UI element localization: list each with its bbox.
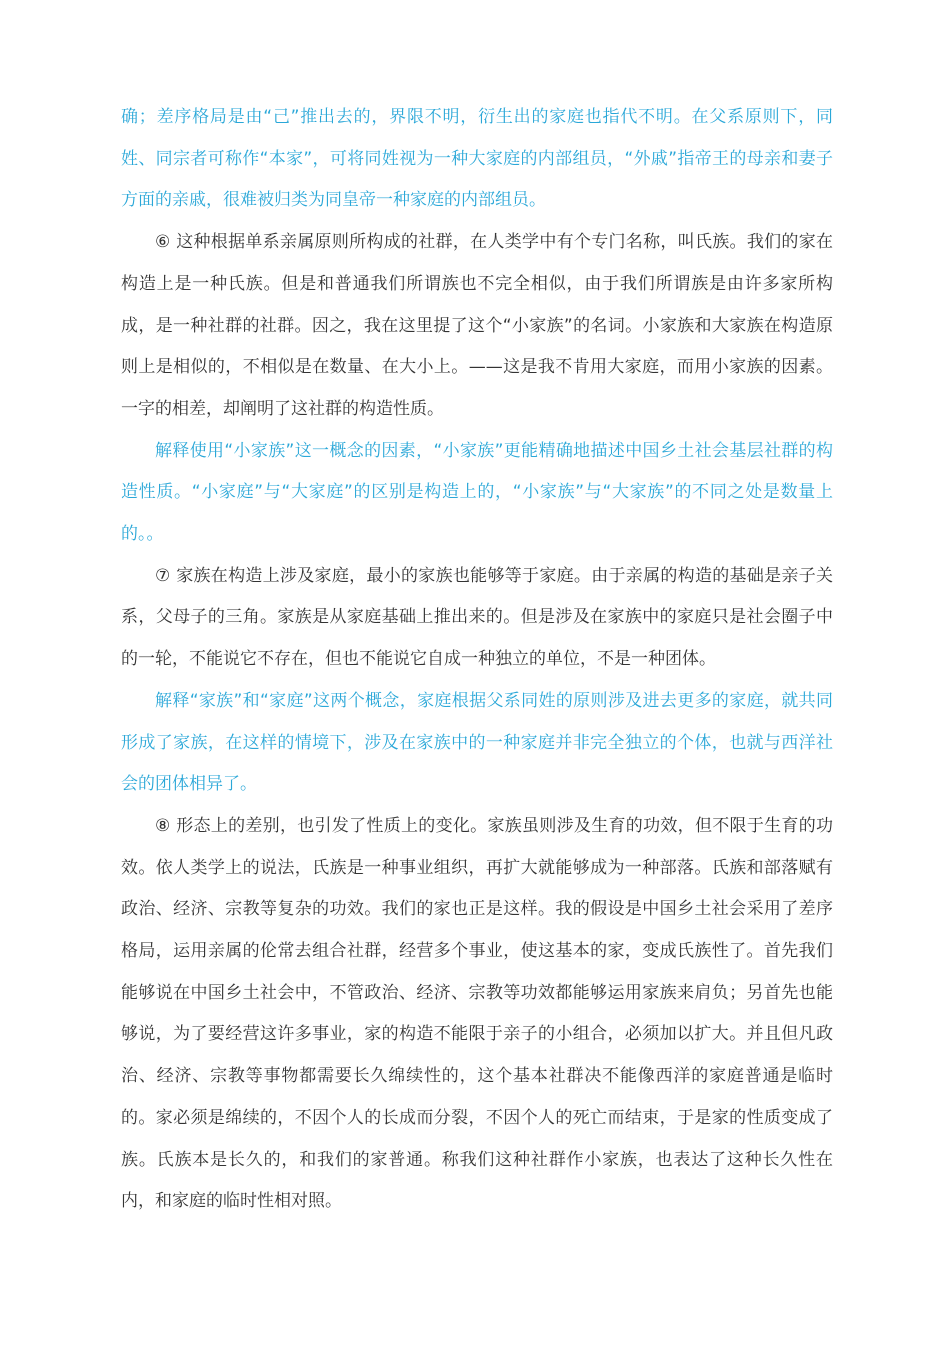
annotation-paragraph-small-family: 解释使用“小家族”这一概念的因素，“小家族”更能精确地描述中国乡土社会基层社群的构造性质。“小家庭”与“大家庭”的区别是构造上的，“小家族”与“大家族”的不同之处是数量上的。。 <box>121 440 833 545</box>
body-paragraph-8: ⑧ 形态上的差别，也引发了性质上的变化。家族虽则涉及生育的功效，但不限于生育的功效。依人类学上的说法，氏族是一种事业组织，再扩大就能够成为一种部落。氏族和部落赋有政治、经济、宗教等复杂的功效。我们的家也正是这样。我的假设是中国乡土社会采用了差序格局，运用亲属的伦常去组合社群，经营多个事业，使这基本的家，变成氏族性了。首先我们能够说在中国乡土社会中，不管政治、经济、宗教等功效都能够运用家族来肩负；另首先也能够说，为了要经营这许多事业，家的构造不能限于亲子的小组合，必须加以扩大。并且但凡政治、经济、宗教等事物都需要长久绵续性的，这个基本社群决不能像西洋的家庭普通是临时的。家必须是绵续的，不因个人的长成而分裂，不因个人的死亡而结束，于是家的性质变成了族。氏族本是长久的，和我们的家普通。称我们这种社群作小家族，也表达了这种长久性在内，和家庭的临时性相对照。 <box>121 815 833 1212</box>
annotation-paragraph-family-clan: 解释“家族”和“家庭”这两个概念，家庭根据父系同姓的原则涉及进去更多的家庭，就共同形成了家族，在这样的情境下，涉及在家族中的一种家庭并非完全独立的个体，也就与西洋社会的团体相异了。 <box>121 690 833 795</box>
body-paragraph-7: ⑦ 家族在构造上涉及家庭，最小的家族也能够等于家庭。由于亲属的构造的基础是亲子关系，父母子的三角。家族是从家庭基础上推出来的。但是涉及在家族中的家庭只是社会圈子中的一轮，不能说它不存在，但也不能说它自成一种独立的单位，不是一种团体。 <box>121 565 833 670</box>
annotation-paragraph-continued: 确；差序格局是由“己”推出去的，界限不明，衍生出的家庭也指代不明。在父系原则下，同姓、同宗者可称作“本家”，可将同姓视为一种大家庭的内部组员，“外戚”指帝王的母亲和妻子方面的亲戚，很难被归类为同皇帝一种家庭的内部组员。 <box>121 107 833 211</box>
document-page <box>121 97 833 1223</box>
body-paragraph-6: ⑥ 这种根据单系亲属原则所构成的社群，在人类学中有个专门名称，叫氏族。我们的家在构造上是一种氏族。但是和普通我们所谓族也不完全相似，由于我们所谓族是由许多家所构成，是一种社群的社群。因之，我在这里提了这个“小家族”的名词。小家族和大家族在构造原则上是相似的，不相似是在数量、在大小上。——这是我不肯用大家庭，而用小家族的因素。一字的相差，却阐明了这社群的构造性质。 <box>121 232 833 419</box>
